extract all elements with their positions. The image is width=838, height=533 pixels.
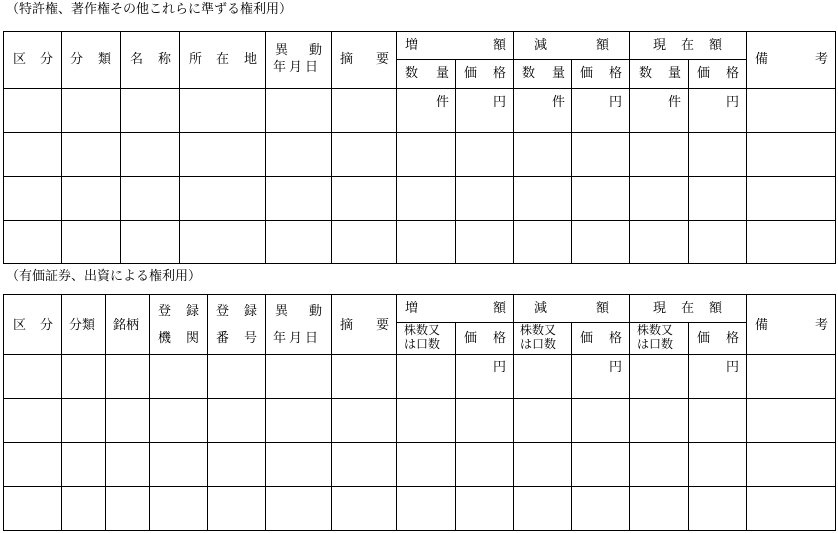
sub-suryo-2b: 量 <box>552 66 566 81</box>
header-tekiyo-1: 摘 <box>340 52 354 67</box>
s2-header-tekiyo-2: 要 <box>376 318 390 333</box>
header-bunrui-1: 分 <box>70 52 84 67</box>
header-gen-1: 減 <box>534 38 548 53</box>
s2-header-biko-1: 備 <box>755 318 769 333</box>
unit-ken-1: 件 <box>436 95 450 110</box>
header-meisho-1: 名 <box>130 52 144 67</box>
s2-header-ido-1: 異 <box>275 304 289 319</box>
s2-header-toroku-kikan-2: 録 <box>186 304 200 319</box>
s2-header-toroku-kikan-3: 機 <box>158 331 172 346</box>
s2-header-toroku-bango-4: 号 <box>244 331 258 346</box>
s2-header-gen-1: 減 <box>534 301 548 316</box>
sub-kakaku-3a: 価 <box>697 66 711 81</box>
header-ido-1: 異 <box>275 43 289 58</box>
s2-sub-kakaku-2a: 価 <box>580 331 594 346</box>
header-ido-2: 動 <box>309 43 323 58</box>
header-biko-2: 考 <box>815 52 829 67</box>
header-kubun-1: 区 <box>13 52 27 67</box>
sub-kakaku-2a: 価 <box>580 66 594 81</box>
sub-suryo-1b: 量 <box>436 66 450 81</box>
s2-header-genzai-2: 在 <box>681 301 695 316</box>
header-kubun-2: 分 <box>40 52 54 67</box>
s2-header-ido-2: 動 <box>309 304 323 319</box>
s2-header-genzai-3: 額 <box>709 301 723 316</box>
s2-header-zou-1: 増 <box>405 301 419 316</box>
header-zou-2: 額 <box>493 38 507 53</box>
s2-unit-en-1: 円 <box>493 360 507 375</box>
s2-sub-kabusu-2a: 株数又 <box>520 323 557 337</box>
s2-header-kubun-1: 区 <box>13 318 27 333</box>
s2-header-biko-2: 考 <box>815 318 829 333</box>
header-genzai-1: 現 <box>653 38 667 53</box>
unit-en-3: 円 <box>726 95 740 110</box>
header-genzai-2: 在 <box>681 38 695 53</box>
header-bunrui-2: 類 <box>98 52 112 67</box>
s2-sub-kakaku-1b: 格 <box>493 331 507 346</box>
s2-sub-kakaku-3a: 価 <box>697 331 711 346</box>
sub-suryo-3b: 量 <box>668 66 682 81</box>
s2-unit-en-2: 円 <box>609 360 623 375</box>
s2-sub-kabusu-1a: 株数又 <box>404 323 441 337</box>
s2-header-toroku-bango-3: 番 <box>216 331 230 346</box>
header-biko-1: 備 <box>755 52 769 67</box>
s2-sub-kakaku-1a: 価 <box>464 331 478 346</box>
section2-title: （有価証券、出資による権利用） <box>6 269 202 284</box>
sub-kakaku-3b: 格 <box>726 66 740 81</box>
header-shozai-2: 在 <box>216 52 230 67</box>
unit-en-1: 円 <box>493 95 507 110</box>
unit-en-2: 円 <box>609 95 623 110</box>
s2-sub-kabusu-3a: 株数又 <box>637 323 674 337</box>
sub-kakaku-1a: 価 <box>464 66 478 81</box>
s2-header-toroku-kikan-4: 関 <box>186 331 200 346</box>
s2-header-toroku-bango-1: 登 <box>216 304 230 319</box>
s2-header-tekiyo-1: 摘 <box>340 318 354 333</box>
s2-sub-kabusu-3b: は口数 <box>637 337 674 351</box>
sub-suryo-1a: 数 <box>405 66 419 81</box>
s2-sub-kakaku-3b: 格 <box>726 331 740 346</box>
s2-unit-en-3: 円 <box>726 360 740 375</box>
unit-ken-3: 件 <box>668 95 682 110</box>
header-tekiyo-2: 要 <box>376 52 390 67</box>
s2-header-toroku-kikan-1: 登 <box>158 304 172 319</box>
header-gen-2: 額 <box>596 38 610 53</box>
sub-kakaku-1b: 格 <box>493 66 507 81</box>
unit-ken-2: 件 <box>552 95 566 110</box>
header-shozai-3: 地 <box>244 52 258 67</box>
s2-header-kubun-2: 分 <box>40 318 54 333</box>
s2-sub-kabusu-2b: は口数 <box>520 337 557 351</box>
s2-header-bunrui: 分類 <box>69 318 96 333</box>
header-meisho-2: 称 <box>158 52 172 67</box>
header-shozai-1: 所 <box>189 52 203 67</box>
s2-header-zou-2: 額 <box>493 301 507 316</box>
s2-header-genzai-1: 現 <box>653 301 667 316</box>
sub-suryo-3a: 数 <box>639 66 653 81</box>
header-genzai-3: 額 <box>709 38 723 53</box>
s2-header-toroku-bango-2: 録 <box>244 304 258 319</box>
s2-sub-kakaku-2b: 格 <box>609 331 623 346</box>
header-zou-1: 増 <box>405 38 419 53</box>
s2-header-meigara: 銘柄 <box>113 318 140 333</box>
s2-header-ido-date: 年月日 <box>273 331 322 346</box>
s2-header-gen-2: 額 <box>596 301 610 316</box>
sub-kakaku-2b: 格 <box>609 66 623 81</box>
section1-title: （特許権、著作権その他これらに準ずる権利用） <box>6 2 293 17</box>
s2-sub-kabusu-1b: は口数 <box>404 337 441 351</box>
sub-suryo-2a: 数 <box>522 66 536 81</box>
header-ido-date: 年月日 <box>273 60 322 75</box>
